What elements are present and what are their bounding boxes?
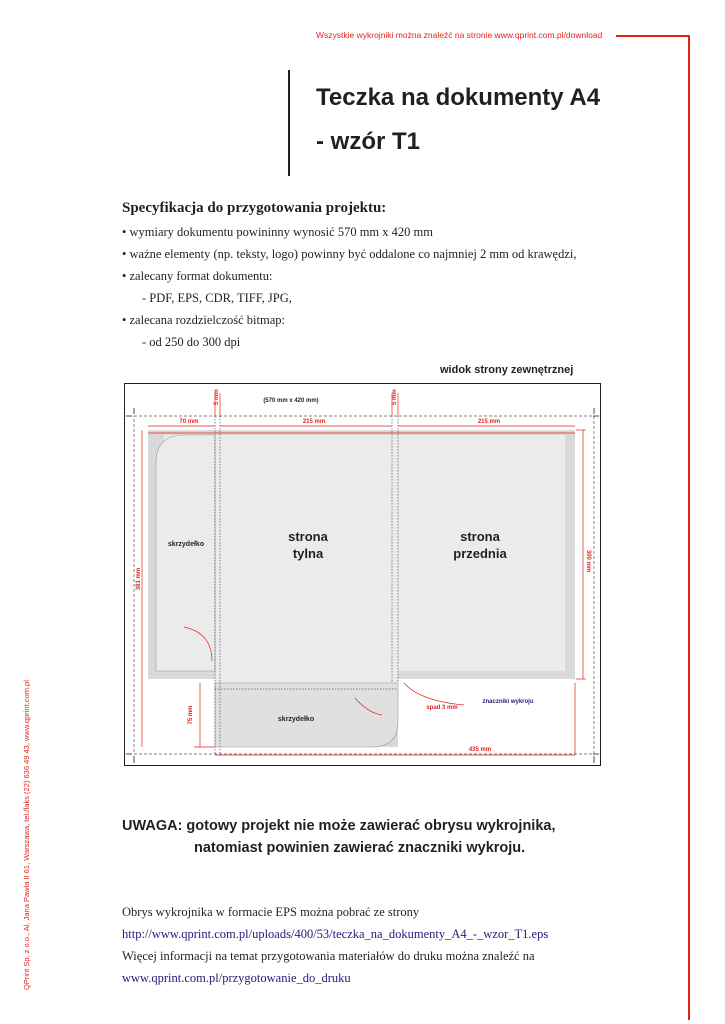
dim-215-a: 215 mm [302,419,326,425]
back-label-2: tylna [292,546,324,561]
prepress-info-link[interactable]: www.qprint.com.pl/przygotowanie_do_druku [122,971,351,985]
dim-75: 75 mm [188,705,194,725]
eps-download-link[interactable]: http://www.qprint.com.pl/uploads/400/53/teczka_na_dokumenty_A4_-_wzor_T1.eps [122,927,549,941]
red-frame-top [616,35,689,37]
spec-list [122,225,577,357]
dim-215-b: 215 mm [477,419,501,425]
footer-line-1: Obrys wykrojnika w formacie EPS można pobrać ze strony [122,905,420,919]
die-cut-diagram [124,383,601,766]
spec-item: • zalecany format dokumentu: [122,269,273,283]
dim-300: 300 mm [585,549,591,573]
spec-heading: Specyfikacja do przygotowania projektu: [122,200,387,216]
warning-line-1: UWAGA: gotowy projekt nie może zawierać obrysu wykrojnika, [122,818,556,834]
spad-label: spad 3 mm [426,705,458,711]
download-note: Wszystkie wykrojniki można znaleźć na stronie www.qprint.com.pl/download [316,30,603,40]
side-flap-label: skrzydełko [167,541,205,548]
company-info: QPrint Sp. z o.o., Al. Jana Pawła II 61, Warszawa, tel./faks (22) 636 49 43, www.qprint.com.pl [22,680,31,990]
dim-70: 70 mm [179,419,199,425]
spec-item: • wymiary dokumentu powininny wynosić 570 mm x 420 mm [122,225,433,239]
front-label-1: strona [460,529,500,544]
bottom-flap-label: skrzydełko [277,716,315,723]
page-subtitle: - wzór T1 [316,128,421,155]
size-label: (570 mm x 420 mm) [263,398,319,404]
spec-subitem: - PDF, EPS, CDR, TIFF, JPG, [142,291,292,305]
dim-5mm-right: 5 mm [392,389,398,405]
spec-subitem: - od 250 do 300 dpi [142,335,241,349]
footer-line-2: Więcej informacji na temat przygotowania materiałów do druku można znaleźć na [122,949,535,963]
front-label-2: przednia [453,546,507,561]
title-divider [288,70,290,176]
side-flap-shape [156,435,215,671]
dim-5mm-left: 5 mm [214,389,220,405]
dim-435: 435 mm [468,747,492,753]
red-frame-right [688,35,690,1020]
cut-marks-label: znaczniki wykroju [482,699,534,705]
warning-line-2: natomiast powinien zawierać znaczniki wykroju. [194,840,526,856]
spec-item: • ważne elementy (np. teksty, logo) powinny być oddalone co najmniej 2 mm od krawędzi, [122,247,577,261]
back-label-1: strona [288,529,328,544]
dim-381: 381 mm [136,567,142,591]
view-label: widok strony zewnętrznej [440,364,574,376]
bottom-flap-shape [215,683,398,747]
page-title: Teczka na dokumenty A4 [316,84,601,111]
spec-item: • zalecana rozdzielczość bitmap: [122,313,285,327]
